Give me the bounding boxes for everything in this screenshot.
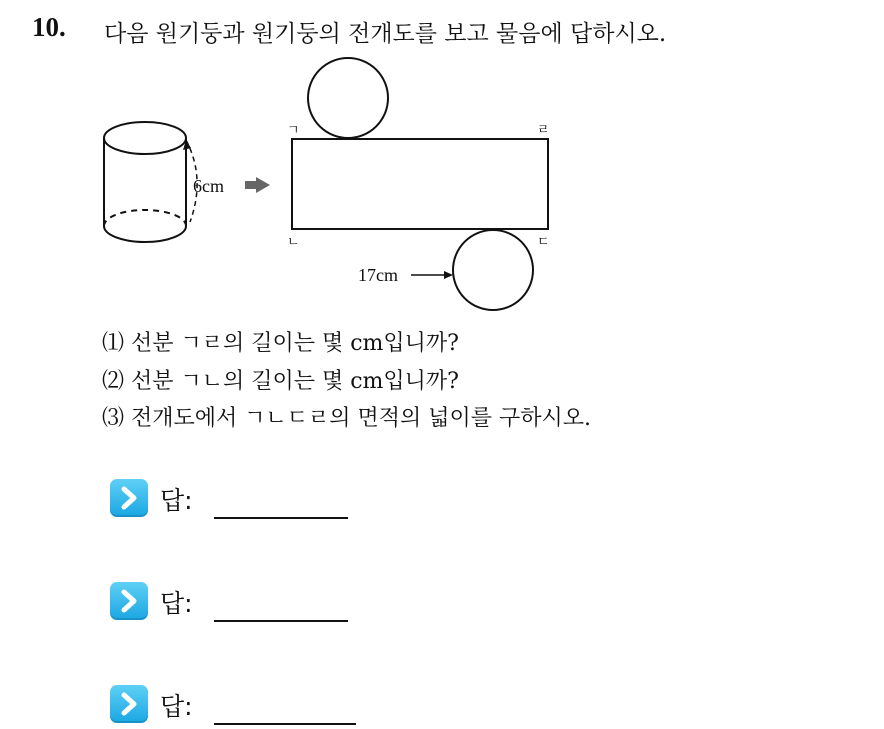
corner-label: ㄱ [287, 123, 300, 138]
question-number: 10. [32, 12, 66, 42]
cylinder-net-figure [0, 0, 884, 330]
subquestion-1: ⑴ 선분 ㄱㄹ의 길이는 몇 cm입니까? [102, 331, 459, 356]
arrow-right-icon [245, 177, 270, 193]
answer-label: 답: [160, 486, 193, 515]
answer-blank[interactable] [214, 620, 348, 622]
circumference-label: 17cm [358, 265, 398, 285]
corner-label: ㄷ [537, 235, 550, 250]
net [292, 58, 548, 310]
question-text: 다음 원기둥과 원기둥의 전개도를 보고 물음에 답하시오. [104, 21, 667, 47]
bottom-circle [453, 230, 533, 310]
answer-blank[interactable] [214, 723, 356, 725]
chevron-right-icon [110, 479, 148, 517]
net-rectangle [292, 139, 548, 229]
height-label: 6cm [193, 176, 224, 196]
corner-label: ㄹ [537, 123, 550, 138]
answer-label: 답: [160, 589, 193, 618]
pointer-arrow [411, 271, 453, 279]
answer-label: 답: [160, 692, 193, 721]
chevron-right-icon [110, 685, 148, 723]
cylinder [104, 122, 197, 242]
subquestion-3: ⑶ 전개도에서 ㄱㄴㄷㄹ의 면적의 넓이를 구하시오. [102, 406, 592, 431]
top-circle [308, 58, 388, 138]
subquestion-2: ⑵ 선분 ㄱㄴ의 길이는 몇 cm입니까? [102, 369, 459, 394]
answer-blank[interactable] [214, 517, 348, 519]
corner-label: ㄴ [287, 235, 300, 250]
chevron-right-icon [110, 582, 148, 620]
